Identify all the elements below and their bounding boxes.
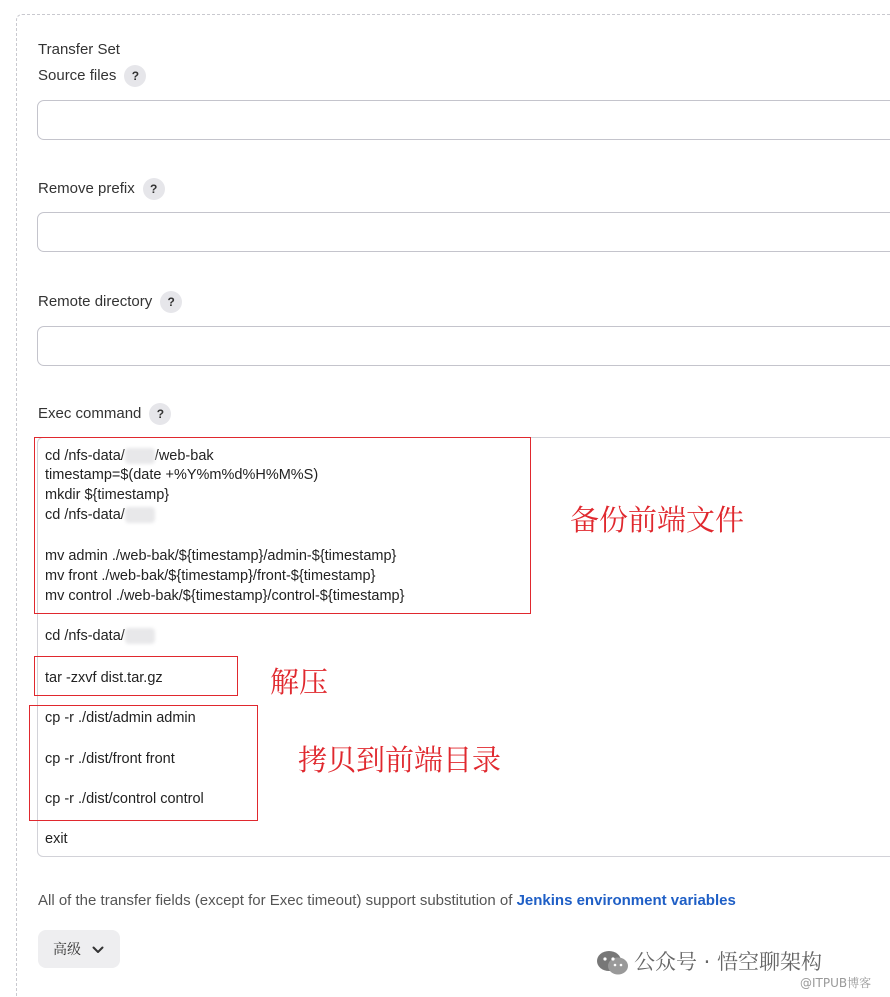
code-line: cp -r ./dist/control control [45,791,204,807]
watermark-text: 公众号 · 悟空聊架构 [634,950,823,974]
help-icon[interactable]: ? [160,291,182,313]
code-line: cd /nfs-data/ [45,628,155,644]
annotation-box-extract [34,656,238,696]
remote-directory-label-text: Remote directory [38,292,153,310]
annotation-copy: 拷贝到前端目录 [298,743,502,777]
watermark-sub: @ITPUB博客 [800,976,872,990]
substitution-note [38,892,736,909]
remote-directory-label [38,291,182,313]
code-line: mv admin ./web-bak/${timestamp}/admin-${timestamp} [45,548,397,564]
substitution-note-text: All of the transfer fields (except for Exec timeout) support substitution of [38,892,517,909]
advanced-button-label: 高级 [53,941,81,957]
exec-command-label [38,403,171,425]
code-line: mv control ./web-bak/${timestamp}/control-${timestamp} [45,588,405,604]
annotation-extract: 解压 [270,665,329,699]
source-files-label [38,65,146,87]
chevron-down-icon [92,946,104,954]
annotation-box-backup [34,437,531,614]
code-line: timestamp=$(date +%Y%m%d%H%M%S) [45,467,319,483]
code-line: tar -zxvf dist.tar.gz [45,670,163,686]
annotation-box-copy [29,705,258,821]
source-files-input[interactable] [37,100,890,140]
help-icon[interactable]: ? [124,65,146,87]
remove-prefix-label-text: Remove prefix [38,179,135,197]
code-line: cd /nfs-data/ [45,507,155,523]
help-icon[interactable]: ? [143,178,165,200]
transfer-set-title: Transfer Set [38,41,120,58]
source-files-label-text: Source files [38,66,117,84]
advanced-button[interactable] [38,930,120,968]
remote-directory-input[interactable] [37,326,890,366]
jenkins-env-vars-link[interactable]: Jenkins environment variables [516,892,736,909]
code-line: cp -r ./dist/front front [45,751,175,767]
exec-command-label-text: Exec command [38,404,142,422]
redacted-text [125,628,155,644]
remove-prefix-label [38,178,165,200]
code-line: cp -r ./dist/admin admin [45,710,196,726]
annotation-backup: 备份前端文件 [570,503,745,537]
code-line: cd /nfs-data/ /web-bak [45,448,214,464]
code-line: exit [45,831,68,847]
code-line: mv front ./web-bak/${timestamp}/front-${timestamp} [45,568,376,584]
watermark [596,946,822,976]
help-icon[interactable]: ? [149,403,171,425]
code-line: mkdir ${timestamp} [45,487,170,503]
wechat-icon [596,950,630,976]
remove-prefix-input[interactable] [37,212,890,252]
